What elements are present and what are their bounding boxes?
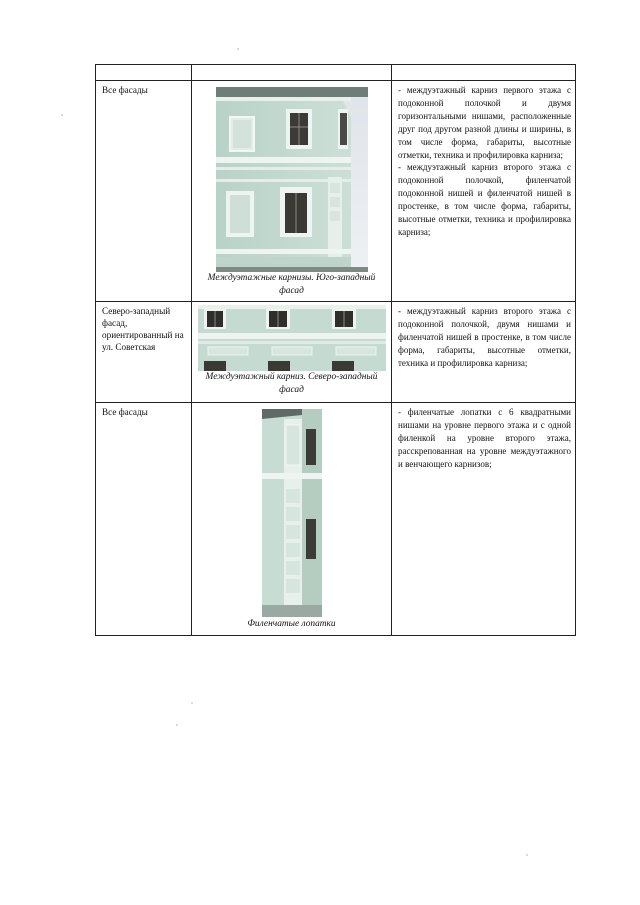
photo-caption: Междуэтажные карнизы. Юго-западный фасад (207, 273, 376, 296)
scan-speck (526, 854, 528, 856)
photo-cell (192, 81, 392, 302)
scan-speck (191, 702, 193, 704)
location-text: Все фасады (102, 407, 148, 417)
description-cell (392, 81, 576, 302)
building-facade-image (216, 87, 368, 272)
location-cell (96, 403, 192, 636)
description-text (392, 302, 575, 370)
building-facade-image (198, 305, 386, 371)
table-row (96, 403, 576, 636)
location-cell (96, 81, 192, 302)
header-cell (392, 65, 576, 81)
photo-caption: Филенчатые лопатки (247, 619, 336, 629)
scan-speck (61, 114, 63, 116)
table-row (96, 81, 576, 302)
photo-cell (192, 302, 392, 403)
header-cell (96, 65, 192, 81)
description-cell (392, 302, 576, 403)
description-cell (392, 403, 576, 636)
facade-cornice-photo (216, 87, 368, 272)
scan-speck (176, 724, 178, 726)
description-item: - междуэтажный карниз второго этажа с подоконной полочкой, двумя нишами и филенчатой нишей в простенке, в том числе форма, габариты, высотные отметки, техника и профилировка карниза; (398, 306, 571, 368)
building-corner-image (262, 409, 322, 617)
description-text (392, 403, 575, 471)
header-cell (192, 65, 392, 81)
location-cell (96, 302, 192, 403)
description-text (392, 81, 575, 239)
description-item: - междуэтажный карниз первого этажа с подоконной полочкой и двумя горизонтальными нишами, расположенные друг под другом разной длины и ширины, в том числе форма, габариты, высотные отметки, техника и профилировка карниза; (398, 85, 571, 160)
description-item: - междуэтажный карниз второго этажа с подоконной полочкой, филенчатой подоконной нишей и филенчатой нишей в простенке, в том числе форма, габариты, высотные отметки, техника и профилировка карниза; (398, 162, 571, 237)
table-row (96, 302, 576, 403)
location-text: Все фасады (102, 85, 148, 95)
pilaster-photo (262, 409, 322, 617)
location-text: Северо-западный фасад, ориентированный на ул. Советская (102, 306, 184, 352)
scan-speck (237, 48, 239, 50)
photo-cell (192, 403, 392, 636)
facade-cornice-photo (198, 305, 386, 371)
photo-caption: Междуэтажный карниз. Северо-западный фасад (205, 372, 378, 395)
description-item: - филенчатые лопатки с 6 квадратными нишами на уровне первого этажа и с одной филенкой на уровне второго этажа, расскрепованная на уровне междуэтажного и венчающего карнизов; (398, 407, 571, 469)
facade-elements-table (95, 64, 576, 636)
table-header-row (96, 65, 576, 81)
